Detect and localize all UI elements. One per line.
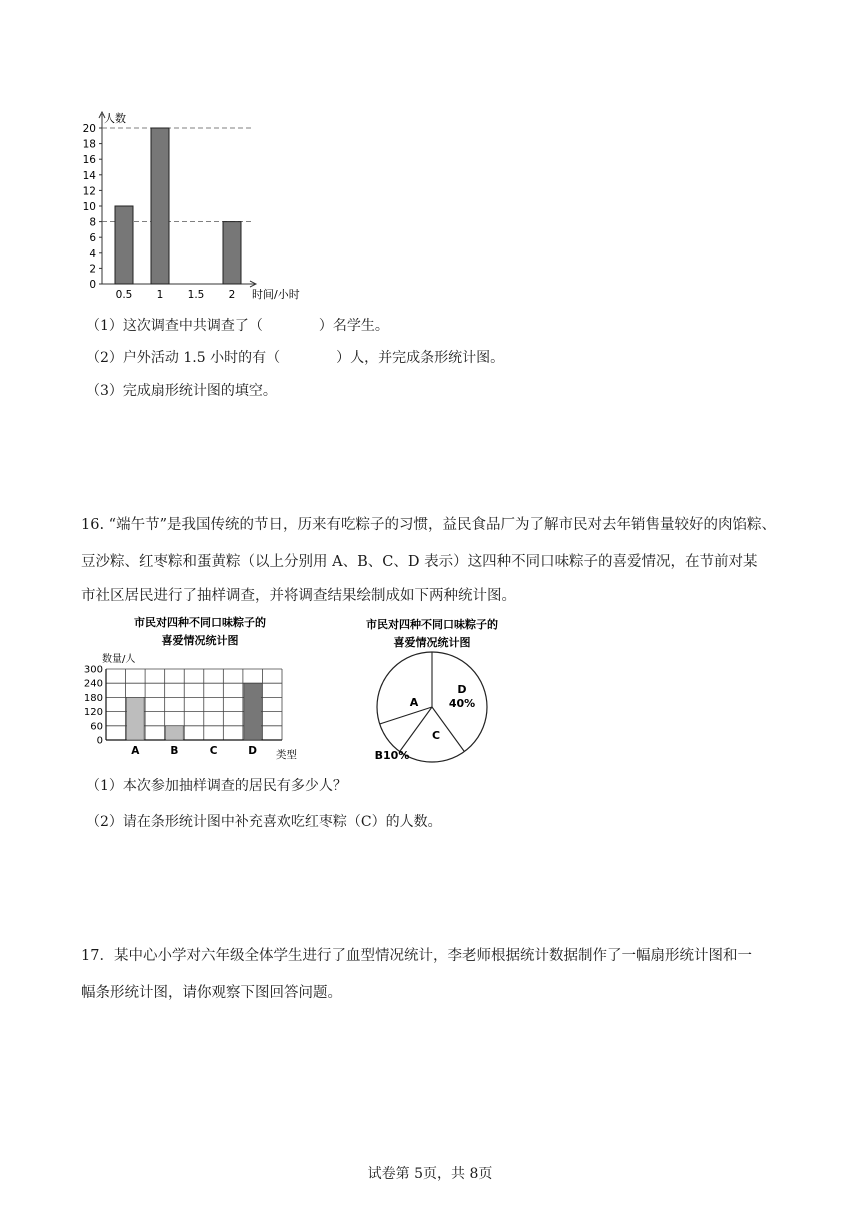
y-tick-label: 18 bbox=[82, 138, 96, 151]
y-tick-label: 4 bbox=[89, 247, 96, 260]
pie-slice-label: A bbox=[409, 696, 419, 709]
bar bbox=[151, 128, 169, 284]
pie-slice-label: C bbox=[431, 729, 441, 742]
y-tick-label: 300 bbox=[83, 664, 103, 676]
y-tick-label: 8 bbox=[89, 216, 96, 229]
y-tick-label: 0 bbox=[96, 735, 103, 747]
x-tick-label: 1 bbox=[156, 289, 164, 301]
q15-sub3: （3）完成扇形统计图的填空。 bbox=[86, 383, 277, 399]
pie-chart-title-line1: 市民对四种不同口味粽子的 bbox=[366, 618, 498, 631]
activity-time-bar-chart bbox=[80, 108, 310, 303]
pie-slice-label: B10% bbox=[374, 749, 410, 762]
bar bbox=[244, 683, 262, 740]
pie-chart-title-line2: 喜爱情况统计图 bbox=[393, 636, 471, 649]
pie-slice-label: D bbox=[457, 683, 467, 696]
q15-sub2: （2）户外活动 1.5 小时的有（ ）人，并完成条形统计图。 bbox=[86, 350, 505, 366]
y-tick-label: 16 bbox=[82, 154, 96, 167]
y-tick-label: 180 bbox=[83, 692, 103, 704]
y-tick-label: 20 bbox=[82, 123, 96, 135]
q17-line1: 17．某中心小学对六年级全体学生进行了血型情况统计，李老师根据统计数据制作了一幅扇形统计图和一 bbox=[81, 948, 752, 964]
bar bbox=[166, 726, 184, 740]
bar bbox=[115, 206, 133, 284]
y-tick-label: 14 bbox=[82, 169, 96, 182]
zongzi-bar-chart bbox=[80, 612, 310, 767]
y-tick-label: 10 bbox=[82, 201, 96, 213]
page-footer: 试卷第 5页，共 8页 bbox=[367, 1166, 493, 1182]
x-axis-label: 时间/小时 bbox=[252, 288, 300, 301]
x-tick-label: A bbox=[131, 745, 140, 757]
q16-line1: 16. “端午节”是我国传统的节日，历来有吃粽子的习惯，益民食品厂为了解市民对去年销售量较好的肉馅粽、 bbox=[81, 517, 776, 533]
bar-chart-title-line1: 市民对四种不同口味粽子的 bbox=[134, 616, 266, 629]
x-tick-label: C bbox=[209, 745, 218, 757]
x-tick-label: B bbox=[170, 745, 179, 757]
bar bbox=[223, 222, 241, 284]
pie-slice-value: 40% bbox=[448, 697, 476, 710]
x-axis-label: 类型 bbox=[276, 749, 297, 761]
y-tick-label: 120 bbox=[83, 707, 103, 719]
bar-chart-title-line2: 喜爱情况统计图 bbox=[161, 634, 239, 647]
y-tick-label: 2 bbox=[89, 263, 96, 276]
q16-line3: 市社区居民进行了抽样调查，并将调查结果绘制成如下两种统计图。 bbox=[81, 588, 516, 604]
y-tick-label: 60 bbox=[90, 721, 103, 733]
x-tick-label: D bbox=[248, 745, 258, 757]
y-tick-label: 240 bbox=[83, 678, 103, 690]
x-tick-label: 1.5 bbox=[187, 289, 205, 301]
x-tick-label: 0.5 bbox=[115, 289, 133, 301]
bar bbox=[127, 697, 145, 740]
y-tick-label: 0 bbox=[89, 279, 96, 291]
y-axis-label: 人数 bbox=[104, 112, 126, 125]
zongzi-pie-chart bbox=[340, 612, 520, 767]
q17-line2: 幅条形统计图，请你观察下图回答问题。 bbox=[81, 985, 342, 1001]
y-axis-label: 数量/人 bbox=[102, 654, 136, 665]
q16-line2: 豆沙粽、红枣粽和蛋黄粽（以上分别用 A、B、C、D 表示）这四种不同口味粽子的喜爱情况，在节前对某 bbox=[81, 554, 758, 570]
y-tick-label: 12 bbox=[82, 185, 96, 198]
y-tick-label: 6 bbox=[89, 232, 96, 245]
q15-sub1: （1）这次调查中共调查了（ ）名学生。 bbox=[86, 318, 389, 334]
q16-sub1: （1）本次参加抽样调查的居民有多少人？ bbox=[86, 778, 347, 794]
q16-sub2: （2）请在条形统计图中补充喜欢吃红枣粽（C）的人数。 bbox=[86, 814, 442, 830]
x-tick-label: 2 bbox=[228, 289, 236, 301]
